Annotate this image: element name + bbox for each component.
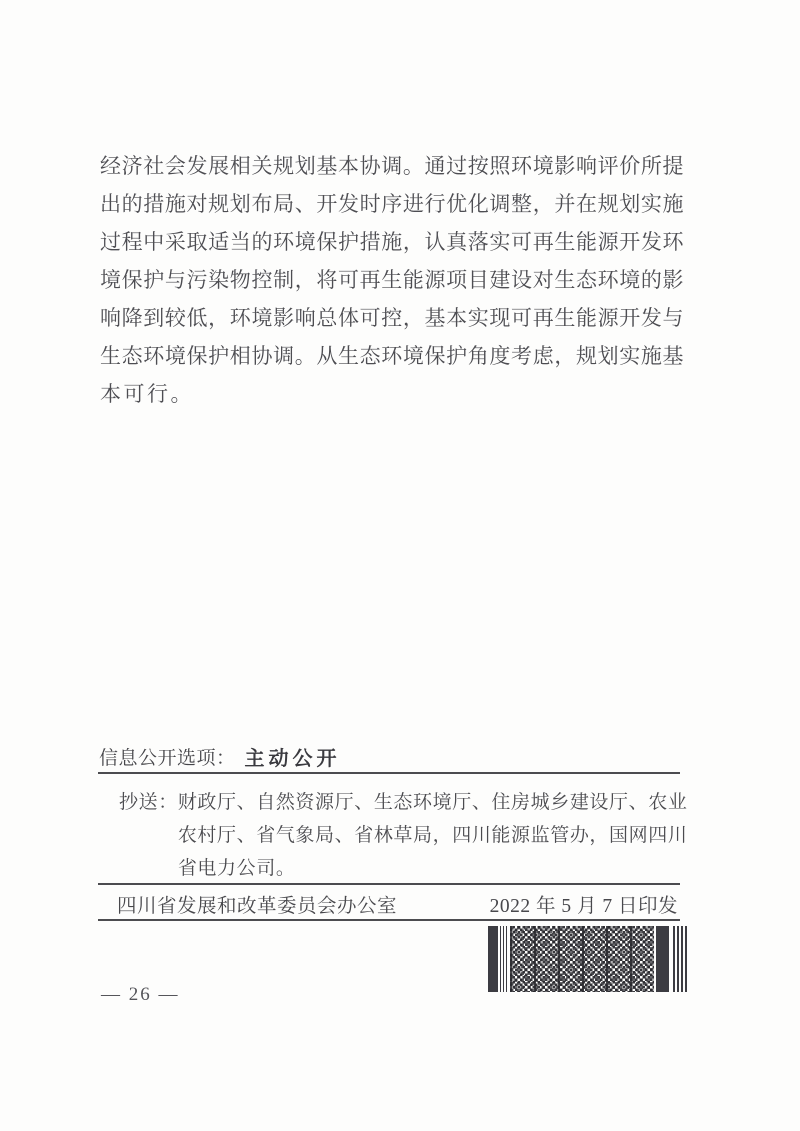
- cc-block: [119, 786, 690, 885]
- disclosure-row: [99, 743, 341, 769]
- barcode-2d-icon: [488, 926, 688, 992]
- issuer-footer: [117, 890, 678, 918]
- barcode-data-region: [510, 926, 654, 992]
- paragraph-line: 响降到较低，环境影响总体可控，基本实现可再生能源开发与: [100, 306, 684, 330]
- page-number: — 26 —: [101, 984, 180, 1005]
- cc-lines: [178, 786, 690, 885]
- divider-line-middle: [98, 883, 680, 885]
- barcode-left-guard-bar: [488, 926, 498, 992]
- barcode-left-thin-bars: [500, 926, 509, 992]
- paragraph-line: 经济社会发展相关规划基本协调。通过按照环境影响评价所提: [100, 154, 684, 178]
- cc-line: 农村厅、省气象局、省林草局，四川能源监管办，国网四川: [177, 825, 688, 846]
- cc-label: 抄送：: [119, 792, 178, 813]
- paragraph-line: 生态环境保护相协调。从生态环境保护角度考虑，规划实施基: [100, 344, 684, 368]
- divider-line-bottom: [98, 919, 680, 921]
- cc-line: 省电力公司。: [177, 858, 296, 879]
- body-paragraph: [100, 147, 684, 413]
- disclosure-label: 信息公开选项：: [99, 747, 236, 769]
- paragraph-line: 本可行。: [100, 382, 194, 406]
- paragraph-line: 出的措施对规划布局、开发时序进行优化调整，并在规划实施: [100, 192, 684, 216]
- barcode-right-guard-bar: [656, 926, 669, 992]
- print-date: 2022 年 5 月 7 日印发: [489, 896, 678, 917]
- barcode-right-thin-bars: [673, 926, 688, 992]
- paragraph-line: 过程中采取适当的环境保护措施，认真落实可再生能源开发环: [100, 230, 684, 254]
- cc-line: 财政厅、自然资源厅、生态环境厅、住房城乡建设厅、农业: [177, 792, 688, 813]
- paragraph-line: 境保护与污染物控制，将可再生能源项目建设对生态环境的影: [100, 268, 684, 292]
- issuer-name: 四川省发展和改革委员会办公室: [117, 896, 398, 917]
- divider-line-top: [98, 772, 680, 774]
- disclosure-value: 主动公开: [244, 747, 341, 770]
